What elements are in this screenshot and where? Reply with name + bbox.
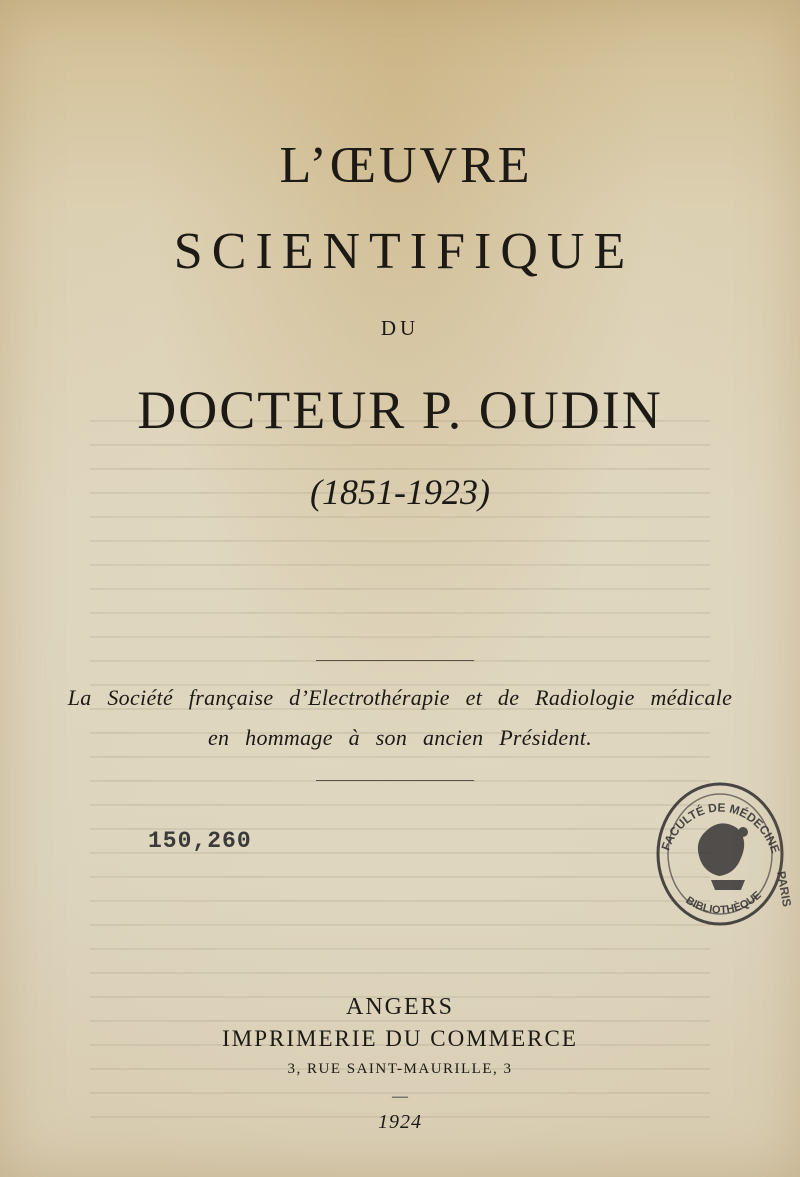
stamp-side-text: PARIS	[774, 870, 795, 908]
stamp-top-text: FACULTÉ DE MÉDECINE	[658, 800, 783, 856]
divider-top	[316, 660, 474, 661]
shelfmark-number: 150,260	[148, 828, 252, 854]
dedication-line-2: en hommage à son ancien Président.	[207, 725, 593, 750]
title-line-du: DU	[380, 316, 420, 340]
imprint-year: 1924	[378, 1111, 422, 1133]
library-stamp	[645, 762, 795, 932]
title-line-oeuvre: L’ŒUVRE	[279, 137, 533, 194]
stamp-bottom-text: BIBLIOTHÈQUE	[683, 889, 764, 917]
stamp-emblem-icon	[698, 823, 748, 890]
imprint-city: ANGERS	[345, 994, 454, 1020]
imprint-dash: —	[392, 1088, 408, 1105]
title-line-scientifique: SCIENTIFIQUE	[173, 223, 635, 280]
imprint-address: 3, RUE SAINT-MAURILLE, 3	[287, 1061, 513, 1077]
imprint-printer: IMPRIMERIE DU COMMERCE	[222, 1026, 578, 1051]
dedication-line-1: La Société française d’Electrothérapie et de Radiologie médicale	[67, 685, 733, 710]
svg-text:BIBLIOTHÈQUE	[683, 889, 763, 916]
title-line-author: DOCTEUR P. OUDIN	[137, 380, 663, 440]
author-dates: (1851-1923)	[310, 472, 490, 512]
divider-bottom	[316, 780, 474, 781]
